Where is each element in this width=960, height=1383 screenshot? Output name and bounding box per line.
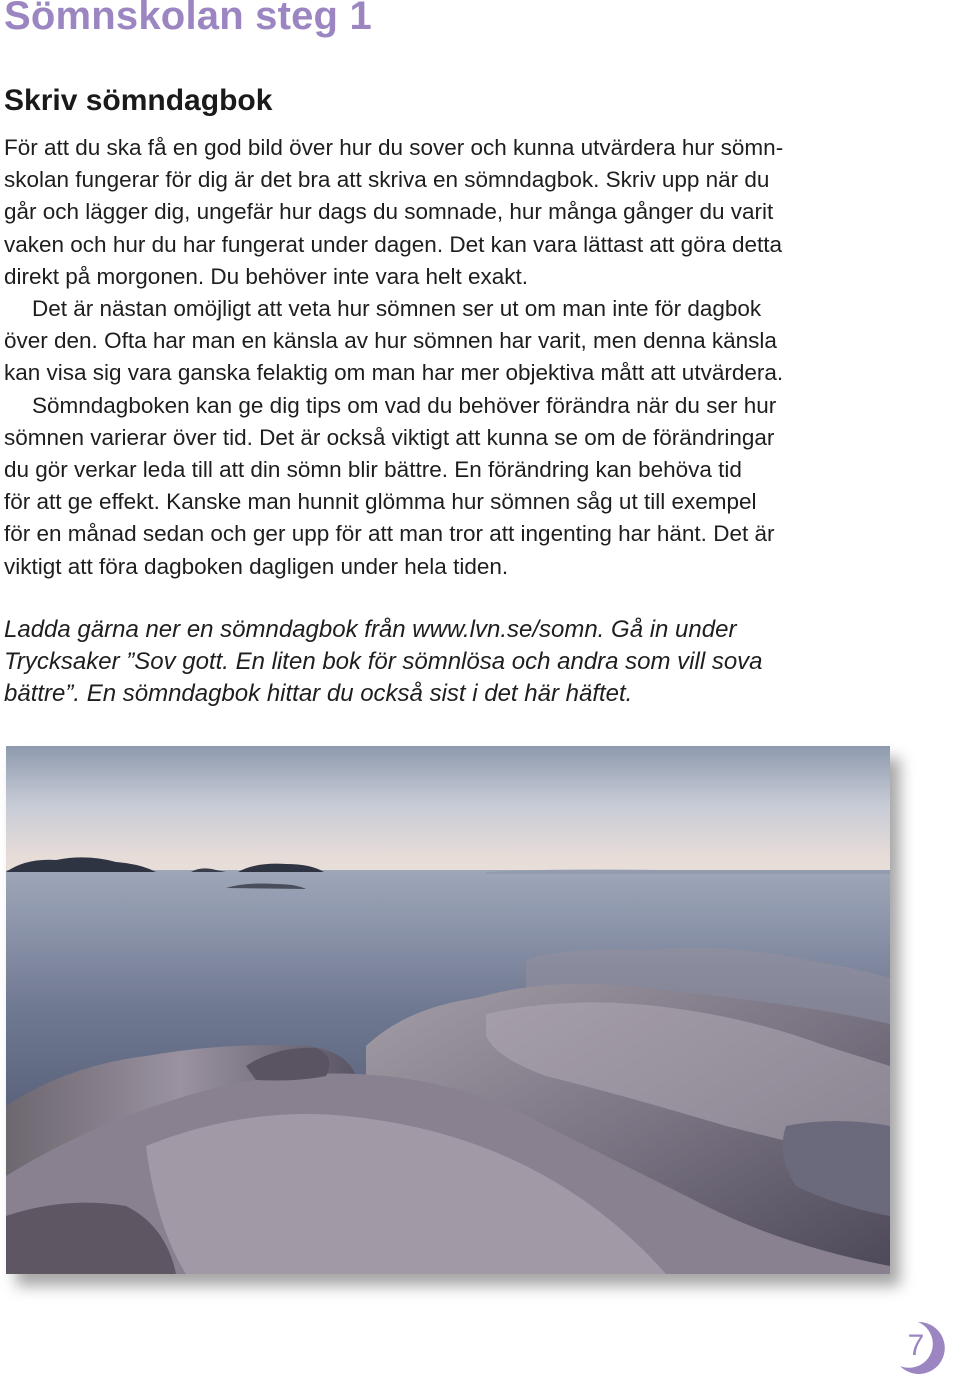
page-number-badge bbox=[892, 1316, 954, 1378]
body-line: för en månad sedan och ger upp för att man tror att ingenting har hänt. Det är bbox=[4, 521, 775, 547]
body-line: Det är nästan omöjligt att veta hur sömnen ser ut om man inte för dagbok bbox=[32, 296, 762, 322]
section-heading: Skriv sömndagbok bbox=[4, 84, 273, 117]
body-line: vaken och hur du har fungerat under dagen. Det kan vara lättast att göra detta bbox=[4, 231, 783, 257]
body-line: viktigt att föra dagboken dagligen under hela tiden. bbox=[4, 553, 509, 579]
body-line: Sömndagboken kan ge dig tips om vad du behöver förändra när du ser hur bbox=[32, 392, 777, 418]
download-note-line: Ladda gärna ner en sömndagbok från www.lvn.se/somn. Gå in under bbox=[4, 616, 737, 643]
download-note bbox=[4, 614, 904, 711]
page-number: 7 bbox=[907, 1329, 925, 1362]
page-title: Sömnskolan steg 1 bbox=[4, 0, 372, 38]
body-text bbox=[4, 132, 904, 583]
photo-illustration bbox=[6, 746, 890, 1274]
body-line: över den. Ofta har man en känsla av hur sömnen har varit, men denna känsla bbox=[4, 328, 777, 354]
download-note-line: bättre”. En sömndagbok hittar du också sist i det här häftet. bbox=[4, 680, 633, 708]
download-note-line: Trycksaker ”Sov gott. En liten bok för sömnlösa och andra som vill sova bbox=[4, 648, 763, 676]
body-line: kan visa sig vara ganska felaktig om man har mer objektiva mått att utvärdera. bbox=[4, 360, 784, 386]
body-line: du gör verkar leda till att din sömn blir bättre. En förändring kan behöva tid bbox=[4, 457, 742, 483]
body-line: För att du ska få en god bild över hur du sover och kunna utvärdera hur sömn- bbox=[4, 135, 784, 160]
body-line: direkt på morgonen. Du behöver inte vara helt exakt. bbox=[4, 263, 529, 289]
body-line: skolan fungerar för dig är det bra att skriva en sömndagbok. Skriv upp när du bbox=[4, 167, 770, 193]
body-line: sömnen varierar över tid. Det är också viktigt att kunna se om de förändringar bbox=[4, 424, 775, 450]
body-line: för att ge effekt. Kanske man hunnit glömma hur sömnen såg ut till exempel bbox=[4, 489, 757, 515]
coastal-rocks-photo bbox=[6, 746, 890, 1274]
body-line: går och lägger dig, ungefär hur dags du somnade, hur många gånger du varit bbox=[4, 199, 774, 225]
